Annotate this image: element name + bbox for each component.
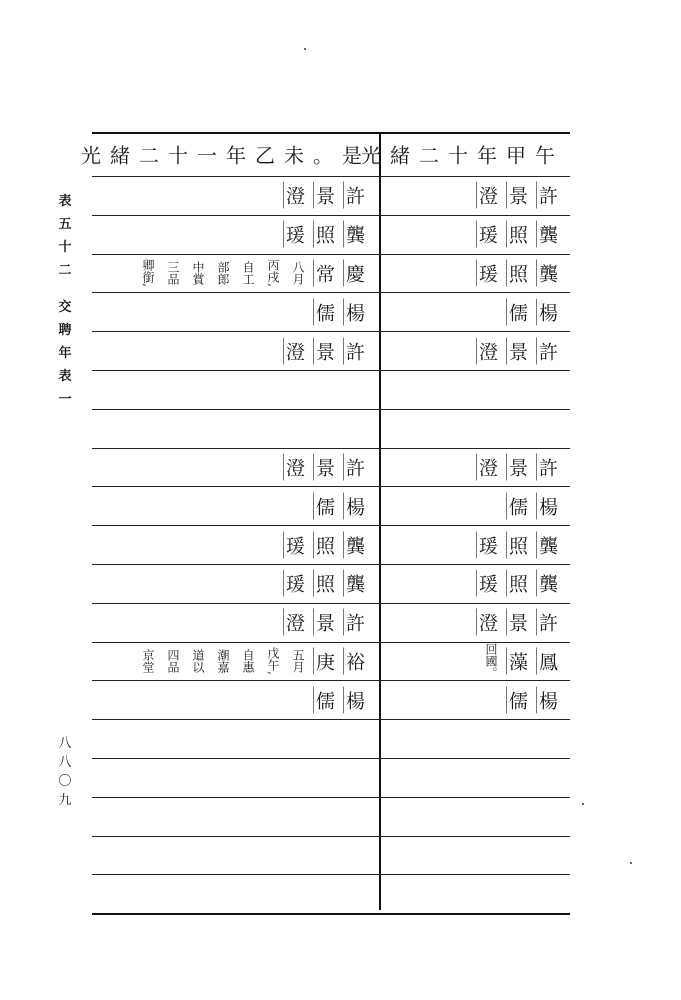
left-cell [92, 874, 377, 913]
envoy-name: 龔 照 瑗 [281, 221, 371, 248]
right-cell [381, 409, 570, 448]
table-row [92, 254, 570, 293]
right-cell [381, 836, 570, 875]
table-row [92, 525, 570, 564]
left-cell [92, 486, 377, 525]
table-row [92, 292, 570, 331]
left-cell [92, 719, 377, 758]
envoy-name: 許 景 澄 [474, 182, 564, 209]
header-row [81, 132, 570, 176]
right-cell [381, 370, 570, 409]
envoy-name: 許 景 澄 [474, 337, 564, 364]
rule-line [92, 874, 570, 875]
note-column: 潮嘉 [216, 648, 230, 673]
rule-line [92, 719, 570, 720]
page-number-char: 八 [58, 755, 72, 770]
note-column: 京堂 [141, 648, 155, 673]
envoy-name: 楊 儒 [311, 298, 371, 325]
envoy-name: 龔 照 瑗 [281, 570, 371, 597]
note-column: 自惠 [241, 648, 255, 673]
left-cell [92, 409, 377, 448]
table-row [92, 642, 570, 681]
margin-title-char: 交 [58, 300, 72, 315]
rule-line [92, 603, 570, 604]
right-cell [381, 797, 570, 836]
left-column-header: 光緒二十一年乙未。是 [81, 143, 371, 168]
table-row [92, 603, 570, 642]
rule-line [92, 132, 570, 134]
rule-line [92, 215, 570, 216]
rule-line [92, 331, 570, 332]
table-row [92, 680, 570, 719]
left-cell [92, 448, 377, 487]
margin-title-char: 五 [58, 217, 72, 232]
right-cell [381, 176, 570, 215]
rule-line [92, 680, 570, 681]
rule-line [92, 409, 570, 410]
note-column: 中賞 [191, 260, 205, 285]
rule-line [92, 564, 570, 565]
table-row [92, 448, 570, 487]
margin-title-char: 二 [58, 263, 72, 278]
envoy-name: 楊 儒 [504, 492, 564, 519]
right-cell [381, 215, 570, 254]
chronology-table [81, 132, 570, 910]
scan-speck [630, 862, 632, 864]
table-row [92, 564, 570, 603]
envoy-name: 許 景 澄 [474, 609, 564, 636]
right-cell [381, 331, 570, 370]
margin-title-char: 一 [58, 392, 72, 407]
table-row [92, 874, 570, 913]
page-number [56, 734, 74, 810]
rule-line [92, 836, 570, 837]
left-cell [92, 525, 377, 564]
left-cell [92, 292, 377, 331]
annotation-note [484, 643, 498, 679]
left-cell [92, 680, 377, 719]
note-column: 卿銜, [141, 259, 155, 287]
left-cell [92, 254, 377, 293]
rule-line [92, 525, 570, 526]
rule-line [92, 254, 570, 255]
rule-line [92, 642, 570, 643]
note-column: 四品 [166, 648, 180, 673]
left-cell [92, 176, 377, 215]
right-cell [381, 254, 570, 293]
margin-title-char: 年 [58, 346, 72, 361]
scan-speck [304, 48, 306, 50]
rule-line [92, 486, 570, 487]
envoy-name: 鳳 藻 [504, 647, 564, 674]
right-cell [381, 642, 570, 681]
right-cell [381, 680, 570, 719]
rule-line [92, 758, 570, 759]
right-cell [381, 874, 570, 913]
table-row [92, 176, 570, 215]
note-column: 自工 [241, 260, 255, 285]
margin-title [56, 190, 74, 411]
note-column: 道以 [191, 648, 205, 673]
envoy-name: 龔 照 瑗 [474, 259, 564, 286]
envoy-name: 龔 照 瑗 [474, 221, 564, 248]
page-number-char: 九 [58, 793, 72, 808]
margin-title-char: 十 [58, 240, 72, 255]
rule-line [92, 370, 570, 371]
right-column-header: 光緒二十年甲午 [361, 143, 564, 168]
note-column: 五月 [291, 648, 305, 673]
left-cell [92, 836, 377, 875]
table-row [92, 409, 570, 448]
scan-speck [582, 803, 584, 805]
table-row [92, 758, 570, 797]
left-cell [92, 797, 377, 836]
annotation-note [141, 259, 305, 287]
right-cell [381, 292, 570, 331]
margin-title-char: 表 [58, 369, 72, 384]
table-row [92, 331, 570, 370]
envoy-name: 許 景 澄 [281, 182, 371, 209]
rule-line [92, 913, 570, 915]
left-cell [92, 215, 377, 254]
table-row [92, 370, 570, 409]
right-cell [381, 719, 570, 758]
left-cell [92, 331, 377, 370]
right-cell [381, 486, 570, 525]
rule-line [92, 448, 570, 449]
right-cell [381, 564, 570, 603]
margin-title-char: 聘 [58, 323, 72, 338]
note-column: 回國。 [484, 642, 498, 679]
table-row [92, 797, 570, 836]
margin-title-char: 表 [58, 194, 72, 209]
envoy-name: 許 景 澄 [281, 337, 371, 364]
envoy-name: 裕 庚 [311, 647, 371, 674]
left-cell [92, 564, 377, 603]
envoy-name: 楊 儒 [311, 492, 371, 519]
table-row [92, 836, 570, 875]
left-cell [92, 603, 377, 642]
rule-line [92, 797, 570, 798]
envoy-name: 龔 照 瑗 [281, 531, 371, 558]
note-column: 部郎 [216, 260, 230, 285]
page-number-char: 〇 [58, 774, 72, 789]
right-cell [381, 758, 570, 797]
note-column: 戊午, [266, 647, 280, 675]
envoy-name: 龔 照 瑗 [474, 570, 564, 597]
table-row [92, 719, 570, 758]
table-row [92, 215, 570, 254]
rule-line [92, 176, 570, 177]
left-cell [92, 642, 377, 681]
envoy-name: 楊 儒 [311, 686, 371, 713]
envoy-name: 許 景 澄 [281, 609, 371, 636]
rule-line [92, 292, 570, 293]
note-column: 丙戌, [266, 259, 280, 287]
envoy-name: 楊 儒 [504, 298, 564, 325]
right-cell [381, 603, 570, 642]
left-cell [92, 758, 377, 797]
note-column: 八月 [291, 260, 305, 285]
right-cell [381, 448, 570, 487]
annotation-note [141, 647, 305, 675]
envoy-name: 慶 常 [311, 259, 371, 286]
envoy-name: 楊 儒 [504, 686, 564, 713]
left-cell [92, 370, 377, 409]
right-cell [381, 525, 570, 564]
note-column: 三品 [166, 260, 180, 285]
envoy-name: 龔 照 瑗 [474, 531, 564, 558]
table-row [92, 486, 570, 525]
page-number-char: 八 [58, 736, 72, 751]
envoy-name: 許 景 澄 [474, 453, 564, 480]
envoy-name: 許 景 澄 [281, 453, 371, 480]
